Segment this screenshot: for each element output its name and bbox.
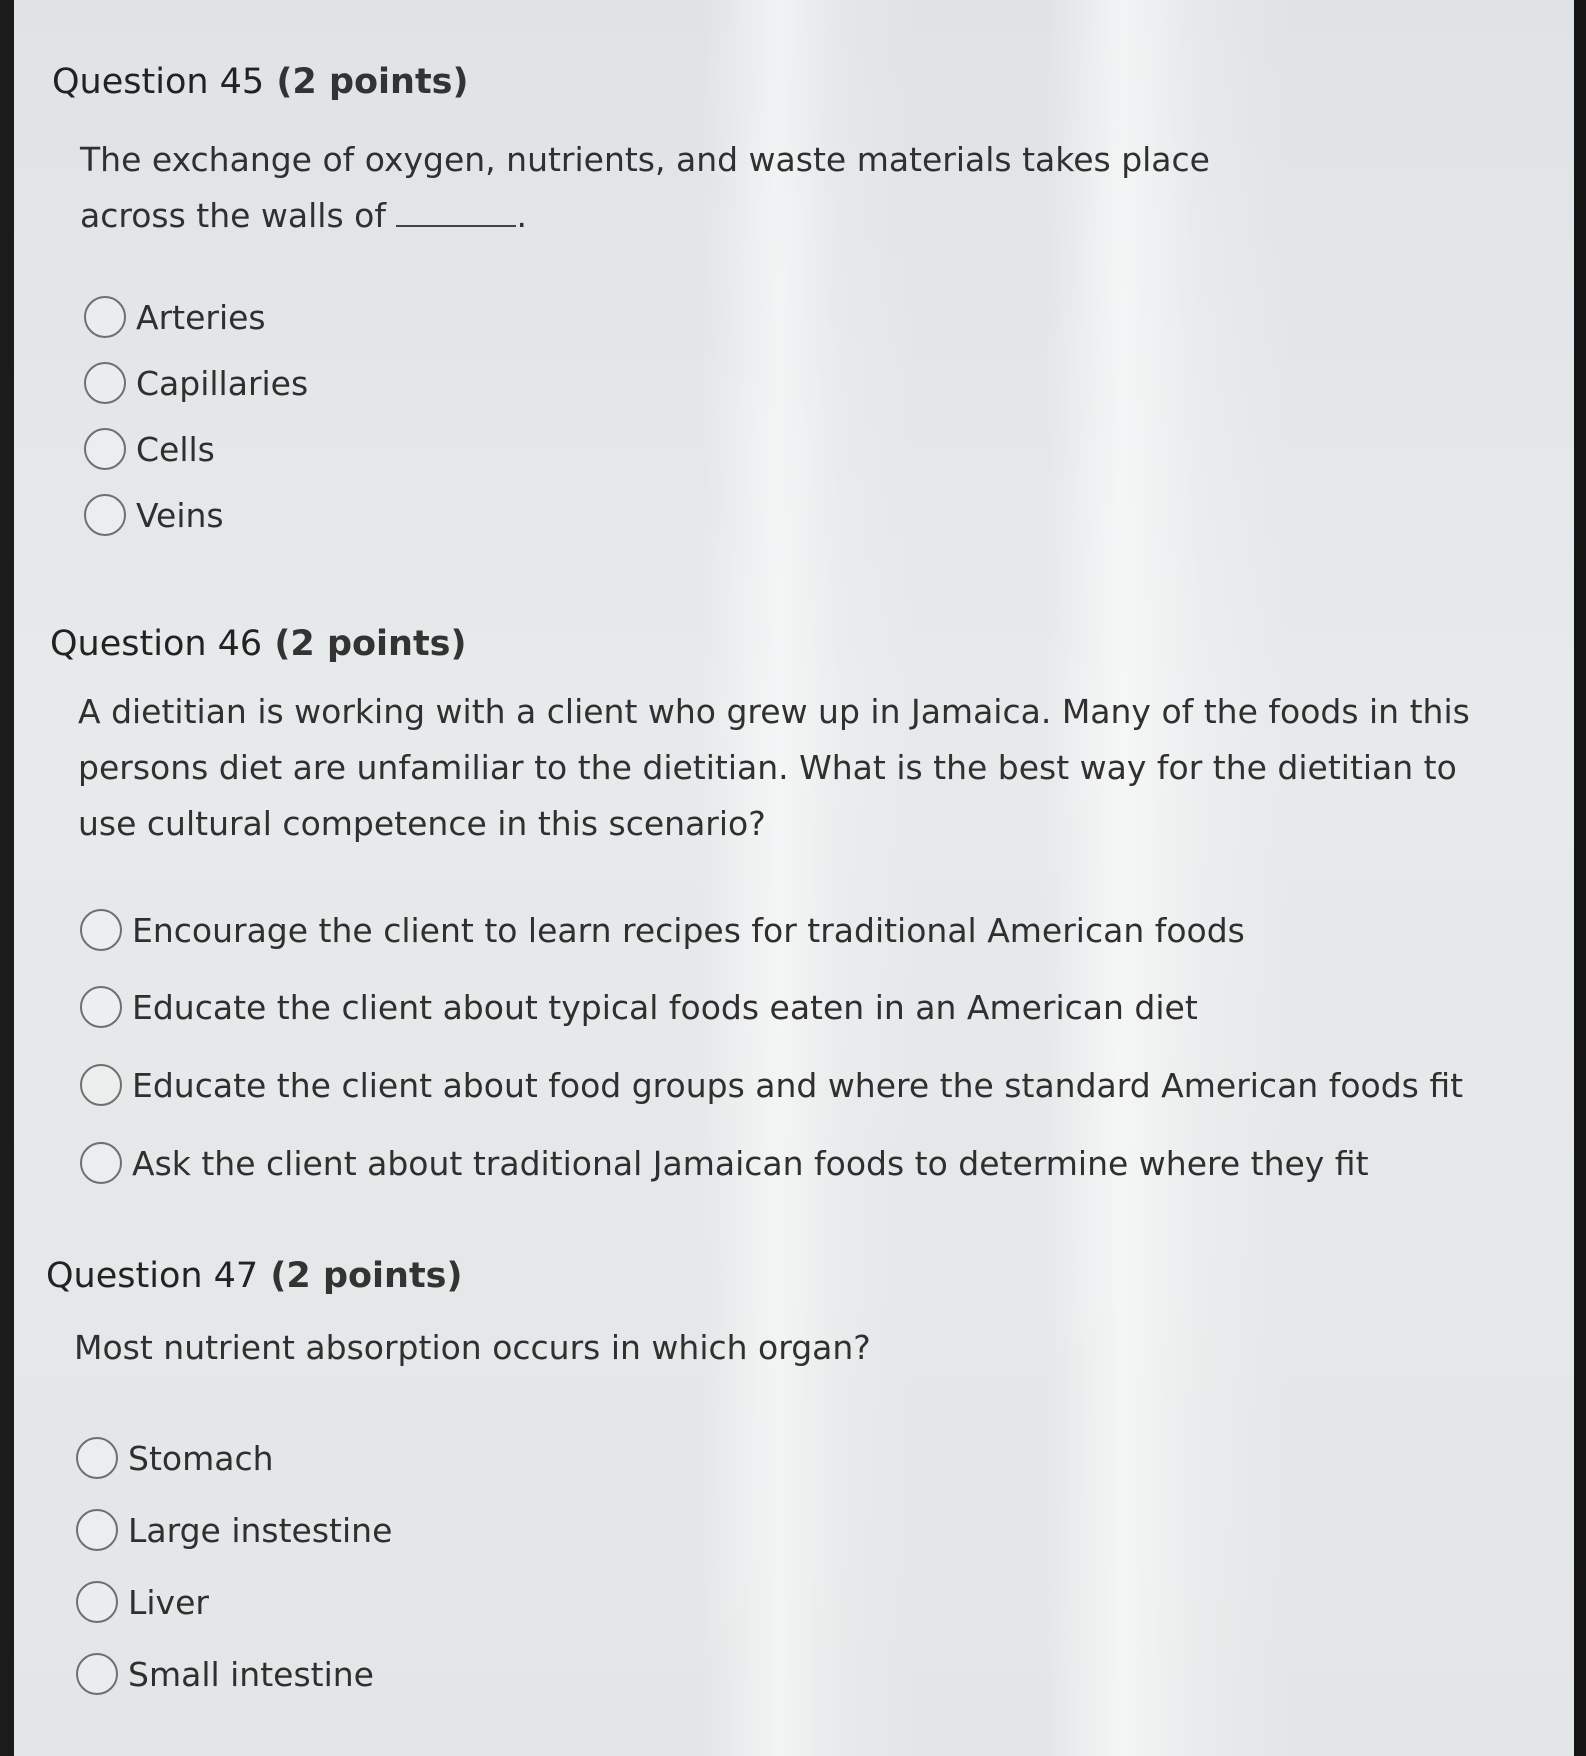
question-45 — [52, 60, 1552, 548]
option-label: Small intestine — [128, 1654, 374, 1694]
question-text-before-blank: The exchange of oxygen, nutrients, and waste materials takes place across the walls of — [80, 140, 1210, 235]
fill-in-blank — [396, 191, 516, 227]
question-title — [52, 60, 1552, 104]
question-text-line: use cultural competence in this scenario? — [78, 804, 766, 843]
question-points: (2 points) — [274, 624, 467, 664]
question-number: Question 47 — [46, 1256, 259, 1296]
radio-button[interactable] — [76, 1581, 118, 1623]
answer-option-educate-food-groups[interactable] — [80, 1046, 1550, 1124]
question-title — [46, 1254, 1546, 1298]
answer-option-capillaries[interactable] — [84, 350, 1552, 416]
answer-option-encourage-recipes[interactable] — [80, 892, 1550, 968]
option-label: Stomach — [128, 1438, 274, 1478]
answer-options — [84, 284, 1552, 548]
radio-button[interactable] — [84, 494, 126, 536]
answer-option-small-intestine[interactable] — [76, 1638, 1546, 1710]
question-number: Question 46 — [50, 624, 263, 664]
radio-button[interactable] — [76, 1509, 118, 1551]
screen-bezel — [1574, 0, 1586, 1756]
option-label: Veins — [136, 495, 224, 535]
question-title — [50, 622, 1550, 666]
option-label: Ask the client about traditional Jamaican foods to determine where they fit — [132, 1143, 1369, 1183]
option-label: Encourage the client to learn recipes for traditional American foods — [132, 910, 1245, 950]
question-points: (2 points) — [276, 62, 469, 102]
radio-button[interactable] — [84, 362, 126, 404]
answer-option-cells[interactable] — [84, 416, 1552, 482]
radio-button[interactable] — [80, 986, 122, 1028]
answer-option-large-instestine[interactable] — [76, 1494, 1546, 1566]
question-46 — [50, 622, 1550, 1202]
radio-button[interactable] — [76, 1653, 118, 1695]
question-text — [80, 132, 1320, 244]
radio-button[interactable] — [76, 1437, 118, 1479]
radio-button[interactable] — [80, 1142, 122, 1184]
radio-button[interactable] — [80, 1064, 122, 1106]
answer-option-arteries[interactable] — [84, 284, 1552, 350]
question-number: Question 45 — [52, 62, 265, 102]
question-47 — [46, 1254, 1546, 1710]
answer-option-educate-typical-foods[interactable] — [80, 968, 1550, 1046]
radio-button[interactable] — [84, 428, 126, 470]
option-label: Large instestine — [128, 1510, 393, 1550]
option-label: Cells — [136, 429, 215, 469]
question-text — [78, 684, 1518, 852]
quiz-screen — [14, 0, 1574, 1756]
answer-option-liver[interactable] — [76, 1566, 1546, 1638]
question-text: Most nutrient absorption occurs in which organ? — [74, 1328, 871, 1367]
answer-options — [76, 1422, 1546, 1710]
option-label: Liver — [128, 1582, 209, 1622]
option-label: Educate the client about food groups and where the standard American foods fit — [132, 1065, 1464, 1105]
question-text-line: A dietitian is working with a client who grew up in Jamaica. Many of the foods in this — [78, 692, 1470, 731]
radio-button[interactable] — [80, 909, 122, 951]
question-points: (2 points) — [270, 1256, 463, 1296]
question-text-line: persons diet are unfamiliar to the dietitian. What is the best way for the dietitian to — [78, 748, 1457, 787]
radio-button[interactable] — [84, 296, 126, 338]
answer-option-stomach[interactable] — [76, 1422, 1546, 1494]
option-label: Educate the client about typical foods eaten in an American diet — [132, 987, 1198, 1027]
option-label: Capillaries — [136, 363, 309, 403]
answer-option-ask-jamaican-foods[interactable] — [80, 1124, 1550, 1202]
answer-option-veins[interactable] — [84, 482, 1552, 548]
answer-options — [80, 892, 1550, 1202]
option-label: Arteries — [136, 297, 266, 337]
question-text-after-blank: . — [516, 196, 527, 235]
